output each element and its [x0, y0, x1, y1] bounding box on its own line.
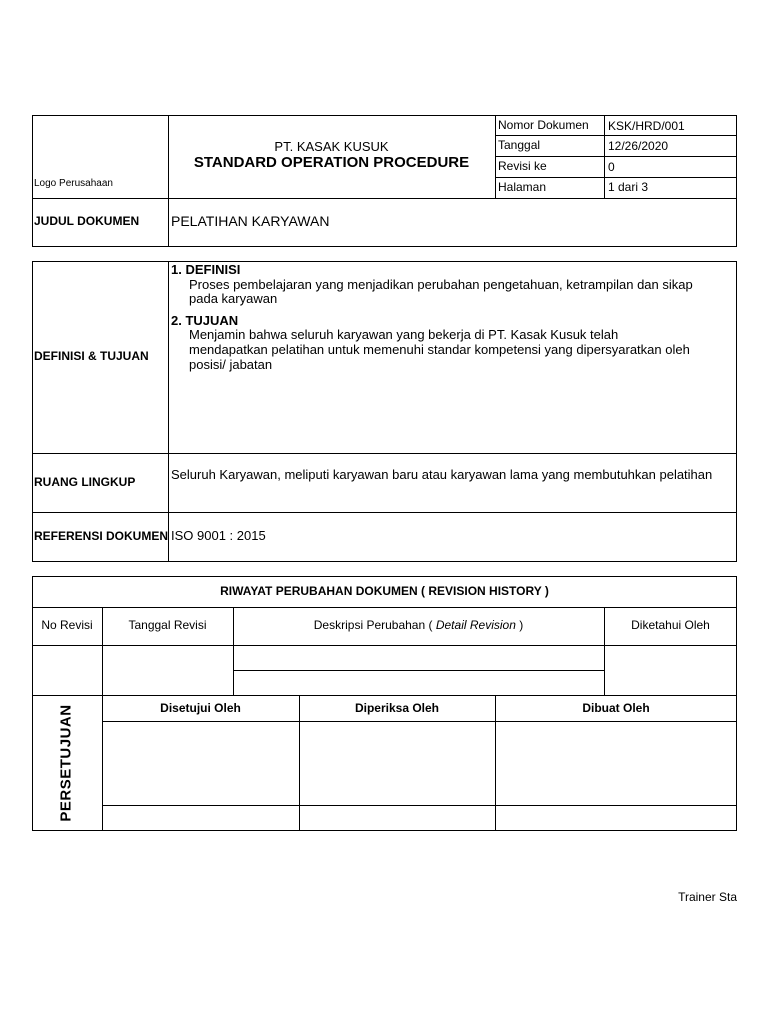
document-title: PELATIHAN KARYAWAN: [171, 213, 330, 229]
col-deskripsi: Deskripsi Perubahan ( Detail Revision ): [313, 618, 524, 632]
meta-label: Nomor Dokumen: [498, 118, 589, 132]
referensi-label: REFERENSI DOKUMEN: [34, 529, 169, 543]
trainer-text: Trainer Sta: [678, 890, 737, 904]
meta-value: KSK/HRD/001: [608, 119, 685, 133]
meta-label: Tanggal: [498, 138, 541, 152]
disetujui-header: Disetujui Oleh: [160, 701, 241, 715]
tujuan-text: mendapatkan pelatihan untuk memenuhi standar kompetensi yang dipersyaratkan oleh: [189, 341, 690, 357]
ruang-label: RUANG LINGKUP: [34, 475, 136, 489]
tujuan-text: Menjamin bahwa seluruh karyawan yang bekerja di PT. Kasak Kusuk telah: [189, 327, 619, 343]
definisi-tujuan-content: [171, 263, 721, 372]
definisi-heading: 1. DEFINISI: [171, 262, 241, 277]
ruang-text: Seluruh Karyawan, meliputi karyawan baru atau karyawan lama yang membutuhkan pelatihan: [171, 467, 713, 482]
company-name: PT. KASAK KUSUK: [274, 139, 389, 154]
col-diketahui: Diketahui Oleh: [631, 618, 710, 632]
dibuat-header: Dibuat Oleh: [582, 701, 650, 715]
col-no-revisi: No Revisi: [41, 618, 93, 632]
title-label: JUDUL DOKUMEN: [34, 214, 140, 228]
document-type: STANDARD OPERATION PROCEDURE: [193, 154, 470, 171]
meta-label: Halaman: [498, 180, 547, 194]
meta-value: 1 dari 3: [608, 180, 649, 194]
revision-title: RIWAYAT PERUBAHAN DOKUMEN ( REVISION HISTORY ): [220, 584, 549, 598]
col-tanggal-revisi: Tanggal Revisi: [128, 618, 207, 632]
meta-value: 0: [608, 160, 615, 174]
definisi-text: Proses pembelajaran yang menjadikan perubahan pengetahuan, ketrampilan dan sikap: [189, 276, 693, 292]
definisi-label: DEFINISI & TUJUAN: [34, 349, 149, 363]
referensi-value: ISO 9001 : 2015: [171, 528, 266, 543]
meta-value: 12/26/2020: [608, 139, 669, 153]
persetujuan-label: PERSETUJUAN: [57, 704, 75, 822]
tujuan-text: posisi/ jabatan: [189, 356, 273, 372]
footer-clip: [600, 889, 737, 905]
tujuan-heading: 2. TUJUAN: [171, 312, 239, 328]
definisi-text: pada karyawan: [189, 291, 278, 307]
logo-placeholder: Logo Perusahaan: [34, 178, 113, 189]
meta-label: Revisi ke: [498, 159, 547, 173]
diperiksa-header: Diperiksa Oleh: [354, 701, 440, 715]
